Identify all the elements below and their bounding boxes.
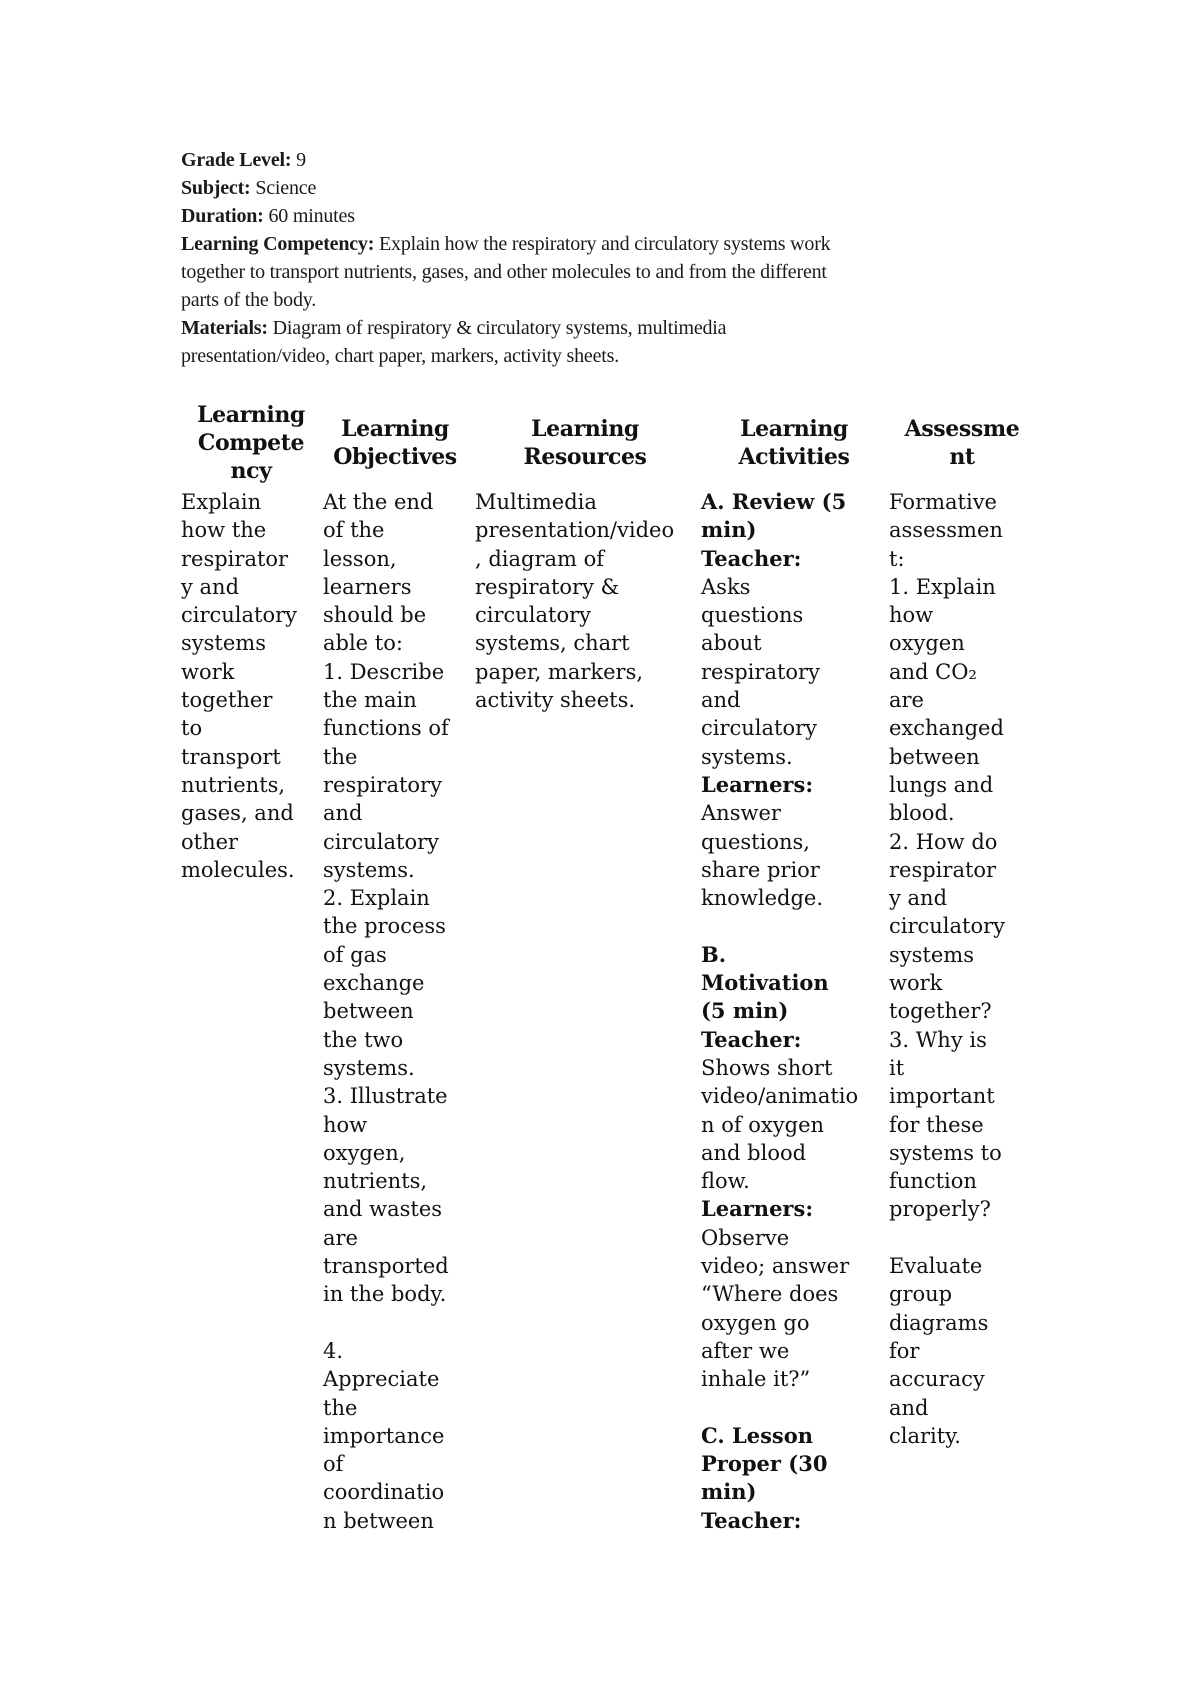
assessment-text-line: lungs and (889, 772, 994, 797)
assessment-text-line: for (889, 1338, 920, 1363)
header-text: Learning (531, 416, 639, 442)
objective-text-line: transported (323, 1254, 449, 1279)
materials-value-1: Diagram of respiratory & circulatory systems, multimedia (272, 317, 727, 339)
objective-text-line: learners (323, 574, 412, 599)
header-learning-competency (181, 398, 321, 488)
grade-level-label: Grade Level: (181, 149, 292, 171)
objective-text-line: importance (323, 1423, 445, 1448)
activity-text-line: video; answer (701, 1254, 850, 1279)
objective-text-line: systems. (323, 1055, 415, 1080)
assessment-text-line: between (889, 744, 980, 769)
competency-text-line: other (181, 829, 239, 854)
objective-text-line: exchange (323, 971, 425, 996)
activity-heading-line: Proper (30 (701, 1451, 828, 1477)
assessment-text-line: Evaluate (889, 1254, 983, 1279)
competency-text-line: y and (181, 574, 240, 599)
objective-text-line: of gas (323, 942, 387, 967)
competency-text-line: to (181, 716, 203, 741)
objective-text-line: of (323, 1452, 344, 1477)
assessment-text-line: and CO₂ (889, 659, 977, 684)
objective-text-line: systems. (323, 857, 415, 882)
activity-text-line: knowledge. (701, 886, 824, 911)
activity-text-line: systems. (701, 744, 793, 769)
assessment-text-line: work (889, 971, 943, 996)
resource-text-line: circulatory (475, 603, 592, 628)
resource-text-line: respiratory & (475, 574, 620, 599)
objective-text-line: the two (323, 1027, 404, 1052)
subject-value: Science (255, 177, 317, 199)
objective-text-line: 3. Illustrate (323, 1084, 448, 1109)
activity-heading-line: A. Review (5 (701, 489, 847, 514)
activity-text-line: flow. (701, 1169, 750, 1194)
assessment-text-line: it (889, 1055, 905, 1080)
assessment-text-line: important (889, 1084, 995, 1109)
objective-text-line: of the (323, 518, 385, 543)
resource-text-line: Multimedia (475, 490, 597, 514)
activity-text-line: “Where does (701, 1282, 839, 1307)
objective-text-line: the process (323, 914, 446, 939)
activity-heading-line: B. (701, 941, 727, 967)
objective-text-line: and wastes (323, 1197, 443, 1222)
cell-competency (181, 488, 321, 1535)
subject-line (181, 174, 1001, 202)
assessment-text-line: circulatory (889, 914, 1006, 939)
objective-text-line: oxygen, (323, 1140, 406, 1165)
header-learning-objectives (321, 398, 469, 488)
objective-text-line: the (323, 1395, 358, 1420)
competency-text-line: molecules. (181, 857, 295, 882)
assessment-text-line (889, 1224, 1037, 1252)
assessment-text-line: and (889, 1395, 929, 1420)
assessment-text-line: for these (889, 1112, 984, 1137)
assessment-text-line: t: (889, 546, 905, 571)
activity-text-line: Asks (701, 574, 751, 599)
assessment-text-line: are (889, 688, 924, 713)
competency-text-line: respirator (181, 546, 289, 571)
cell-objectives (321, 488, 469, 1535)
header-text: Assessme (904, 416, 1020, 442)
header-assessment (887, 398, 1037, 488)
activity-heading-line: Motivation (701, 970, 829, 996)
assessment-text-line: properly? (889, 1197, 991, 1222)
resource-text-line: systems, chart (475, 631, 630, 656)
grade-level-line (181, 146, 1001, 174)
assessment-text-line: exchanged (889, 716, 1004, 741)
activity-heading-line: Teacher: (701, 1507, 802, 1533)
materials-line (181, 314, 1001, 342)
activity-text-line: oxygen go (701, 1310, 810, 1335)
assessment-text-line: diagrams (889, 1310, 989, 1335)
competency-value-1: Explain how the respiratory and circulatory systems work (379, 233, 831, 255)
competency-value-3: parts of the body. (181, 289, 317, 311)
activity-text-line: share prior (701, 857, 820, 882)
competency-line (181, 230, 1001, 258)
activity-text-line: Observe (701, 1225, 790, 1250)
competency-text-line: nutrients, (181, 772, 286, 797)
lesson-plan-table (181, 398, 1037, 1535)
objective-text-line: Appreciate (323, 1367, 440, 1392)
duration-value: 60 minutes (268, 205, 355, 227)
assessment-text-line: how (889, 603, 934, 628)
table-row (181, 488, 1037, 1535)
activity-text-line: video/animatio (701, 1084, 859, 1109)
objective-text-line (323, 1309, 469, 1337)
activity-heading-line: min) (701, 1479, 757, 1505)
assessment-text-line: systems to (889, 1140, 1002, 1165)
activity-text-line (701, 1394, 887, 1422)
activity-text-line (701, 912, 887, 940)
competency-value-2: together to transport nutrients, gases, and other molecules to and from the different (181, 261, 827, 283)
activity-text-line: circulatory (701, 716, 818, 741)
activity-text-line: n of oxygen (701, 1112, 825, 1137)
header-text: Compete (197, 430, 305, 456)
activity-heading-line: Learners: (701, 771, 814, 797)
header-text: nt (949, 444, 975, 470)
resource-text-line: paper, markers, (475, 659, 644, 684)
competency-text-line: work (181, 659, 235, 684)
competency-text-line: gases, and (181, 801, 294, 826)
cell-assessment (887, 488, 1037, 1535)
header-learning-resources (469, 398, 701, 488)
activity-text-line: about (701, 631, 762, 656)
materials-value-2: presentation/video, chart paper, markers, activity sheets. (181, 345, 619, 367)
assessment-text-line: oxygen (889, 631, 965, 656)
subject-label: Subject: (181, 177, 251, 199)
activity-text-line: and (701, 688, 741, 713)
objective-text-line: 4. (323, 1338, 344, 1363)
activity-text-line: questions, (701, 829, 810, 854)
resource-text-line: activity sheets. (475, 688, 636, 713)
activity-text-line: respiratory (701, 659, 820, 684)
objective-text-line: between (323, 999, 414, 1024)
header-text: Resources (523, 444, 647, 470)
activity-heading-line: min) (701, 517, 757, 543)
activity-heading-line: Teacher: (701, 1026, 802, 1052)
lesson-metadata (181, 146, 1001, 370)
assessment-text-line: assessmen (889, 518, 1003, 543)
activity-heading-line: Teacher: (701, 545, 802, 571)
assessment-text-line: y and (889, 886, 948, 911)
materials-label: Materials: (181, 317, 268, 339)
competency-text-line: transport (181, 744, 281, 769)
resource-text-line: , diagram of (475, 546, 605, 571)
assessment-text-line: systems (889, 942, 974, 967)
assessment-text-line: group (889, 1282, 953, 1307)
header-text: ncy (230, 458, 272, 484)
objective-text-line: are (323, 1225, 358, 1250)
assessment-text-line: function (889, 1169, 977, 1194)
activity-text-line: questions (701, 603, 804, 628)
activity-heading-line: C. Lesson (701, 1422, 814, 1448)
objective-text-line: should be (323, 603, 427, 628)
objective-text-line: 2. Explain (323, 886, 430, 911)
competency-text-line: together (181, 688, 273, 713)
resource-text-line: presentation/video (475, 518, 675, 543)
assessment-text-line: 1. Explain (889, 574, 996, 599)
assessment-text-line: clarity. (889, 1423, 961, 1448)
competency-text-line: how the (181, 518, 267, 543)
activity-text-line: after we (701, 1338, 790, 1363)
assessment-text-line: 2. How do (889, 829, 998, 854)
activity-text-line: Shows short (701, 1055, 833, 1080)
header-text: Learning (197, 402, 305, 428)
duration-label: Duration: (181, 205, 264, 227)
objective-text-line: in the body. (323, 1282, 447, 1307)
assessment-text-line: 3. Why is (889, 1027, 987, 1052)
header-text: Learning (740, 416, 848, 442)
objective-text-line: At the end (323, 490, 434, 514)
cell-activities (701, 488, 887, 1535)
competency-text-line: Explain (181, 490, 262, 514)
assessment-text-line: together? (889, 999, 992, 1024)
competency-text-line: circulatory (181, 603, 298, 628)
header-text: Learning (341, 416, 449, 442)
objective-text-line: coordinatio (323, 1480, 445, 1505)
header-learning-activities (701, 398, 887, 488)
objective-text-line: the main (323, 688, 417, 713)
objective-text-line: nutrients, (323, 1169, 428, 1194)
activity-text-line: Answer (701, 801, 781, 826)
objective-text-line: how (323, 1112, 368, 1137)
competency-text-line: systems (181, 631, 266, 656)
activity-text-line: and blood (701, 1140, 807, 1165)
header-text: Activities (738, 444, 850, 470)
activity-text-line: inhale it?” (701, 1367, 811, 1392)
cell-resources (469, 488, 701, 1535)
duration-line (181, 202, 1001, 230)
objective-text-line: functions of (323, 716, 449, 741)
objective-text-line: able to: (323, 631, 403, 656)
activity-heading-line: Learners: (701, 1196, 814, 1222)
assessment-text-line: blood. (889, 801, 955, 826)
objective-text-line: and (323, 801, 363, 826)
assessment-text-line: accuracy (889, 1367, 985, 1392)
objective-text-line: circulatory (323, 829, 440, 854)
header-text: Objectives (333, 444, 457, 470)
objective-text-line: lesson, (323, 546, 397, 571)
competency-label: Learning Competency: (181, 233, 375, 255)
table-header-row (181, 398, 1037, 488)
grade-level-value: 9 (296, 149, 306, 171)
activity-heading-line: (5 min) (701, 998, 789, 1024)
objective-text-line: respiratory (323, 772, 442, 797)
assessment-text-line: respirator (889, 857, 997, 882)
assessment-text-line: Formative (889, 490, 997, 514)
objective-text-line: 1. Describe (323, 659, 445, 684)
objective-text-line: the (323, 744, 358, 769)
objective-text-line: n between (323, 1508, 434, 1533)
